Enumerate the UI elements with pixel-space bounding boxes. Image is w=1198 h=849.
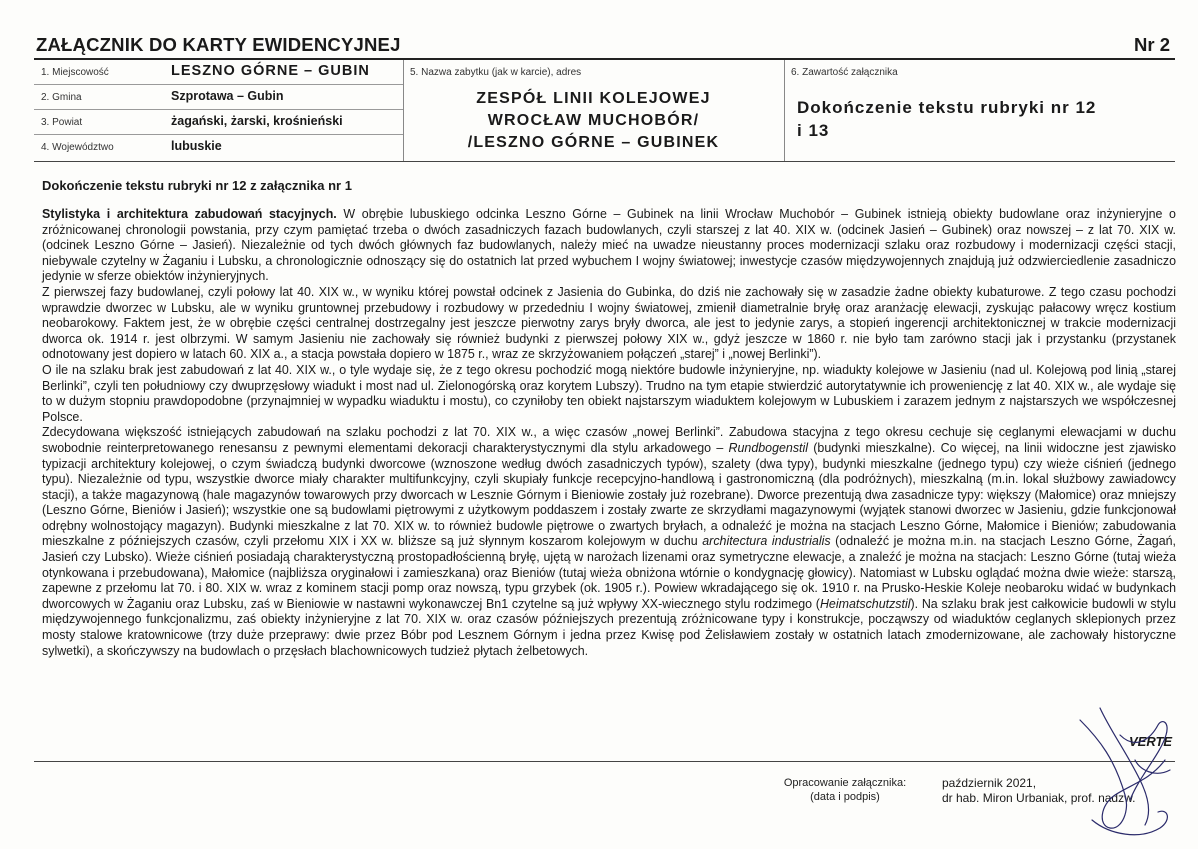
- paragraph-text: (budynki mieszkalne). Co więcej, na linii widoczne jest zjawisko typizacji architektury kolejowej, o czym świadczą budynki dworcowe (wznoszone według dwóch zasadniczych typów), szalety (dwa typy), budynki mieszkalne (jednego typu) czy wieże ciśnień (jednego typu). Niezależnie od typu, wszystkie dworce miały charakter multifunkcyjny, czyli skupiały funkcje recepcyjno-handlową i gastronomiczną (dla podróżnych), mieszkalną (m.in. lokal służbowy zawiadowcy stacji), a także magazynową (hale magazynów towarowych przy dworcach w Lesznie Górnym i Bieniowie zostały już rozebrane). Dworce prezentują dwa zasadnicze typy: większy (Małomice) oraz mniejszy (Leszno Górne, Bieniów i Jasień); wszystkie one są budowlami piętrowymi z użytkowym poddaszem i zostały zwarte ze skrzydłami magazynowymi (wyjątek stanowi dworzec w Jasieniu, gdzie funkcjonował odrębny wolnostojący magazyn). Budynki mieszkalne z lat 70. XIX w. to również budowle piętrowe o zwartych bryłach, a odnaleźć je można na stacjach Leszno Górne, Małomice i Bieniów; zabudowania mieszkalne z późniejszych czasów, czyli przełomu XIX i XX w. bliższe są już słynnym koszarom kolejowym w duchu: [42, 440, 1176, 549]
- signature-image: [1040, 700, 1190, 849]
- paragraph: Z pierwszej fazy budowlanej, czyli połowy lat 40. XIX w., w wyniku której powstał odcinek z Jasienia do Gubinka, do dziś nie zachowały się w zasadzie żadne obiekty kubaturowe. Z tego czasu pochodzi wprawdzie dworzec w Lubsku, ale w wyniku gruntownej przebudowy i rozbudowy w przededniu I wojny światowej, zmienił diametralnie bryłę oraz aranżację elewacji, zyskując pałacowy wręcz kostium neobarokowy. Faktem jest, że w obrębie części centralnej dostrzegalny jest jeszcze pierwotny zarys bryły dworca, ale jest to jedynie zarys, a stopień ingerencji architektonicznej w trakcie modernizacji dworca ok. 1914 r. jest olbrzymi. W samym Jasieniu nie zachowały się również budynki z pierwszej połowy XIX w., gdyż jeszcze w 1860 r. nie było tam zarówno stacji jak i przystanku (przystanek odnotowany jest dopiero w latach 60. XIX a., a stacja powstała dopiero w 1875 r., wraz ze skrzyżowaniem połączeń „starej” i „nowej Berlinki”).: [42, 284, 1176, 362]
- field-value: LESZNO GÓRNE – GUBIN: [171, 63, 370, 79]
- monument-field: [403, 60, 785, 161]
- field-label: 1. Miejscowość: [41, 67, 109, 78]
- field-value: lubuskie: [171, 139, 222, 153]
- paragraph-italic: Heimatschutzstil: [819, 596, 911, 611]
- paragraph-text: ). Na szlaku brak jest całkowicie budowli w stylu międzywojennego funkcjonalizmu, zaś obiekty inżynieryjne z lat 70. XIX w. oraz czasów późniejszych prezentują zróżnicowane typy i konstrukcje, począwszy od wiaduktów ceglanych sklepionych przez mosty stalowe kratownicowe (trzy duże przeprawy: dwie przez Bóbr pod Lesznem Górnym i jedna przez Kwisę pod Żelisławiem zostały w ostatnich latach zmodernizowane, ale zachowały historyczne sylwetki), a skończywszy na budowlach o przęsłach blachownicowych tudzież płytach żelbetowych.: [42, 596, 1177, 658]
- monument-name-line: WROCŁAW MUCHOBÓR/: [487, 112, 700, 129]
- field-label: 6. Zawartość załącznika: [791, 67, 898, 78]
- paragraph-lead: Stylistyka i architektura zabudowań stacyjnych.: [42, 207, 337, 221]
- monument-name-line: /LESZNO GÓRNE – GUBINEK: [467, 134, 720, 151]
- contents-value: [797, 96, 1167, 142]
- paragraph: [42, 207, 1176, 285]
- record-card-form: [34, 58, 1175, 162]
- field-label: 3. Powiat: [41, 117, 83, 128]
- field-locality: [34, 60, 403, 85]
- paragraph-italic: architectura industrialis: [702, 534, 831, 549]
- section-title: Dokończenie tekstu rubryki nr 12 z załącznika nr 1: [42, 178, 352, 193]
- contents-field: [784, 60, 1175, 161]
- field-label: 5. Nazwa zabytku (jak w karcie), adres: [410, 67, 582, 78]
- prepared-author: dr hab. Miron Urbaniak, prof. nadzw.: [942, 791, 1136, 805]
- paragraph: [42, 425, 1176, 659]
- field-value: żagański, żarski, krośnieński: [171, 114, 343, 128]
- field-voivodeship: [34, 135, 403, 159]
- location-fields: [34, 60, 404, 161]
- field-label: 2. Gmina: [41, 92, 82, 103]
- divider: [34, 761, 1175, 762]
- prepared-label-line: Opracowanie załącznika:: [783, 777, 907, 789]
- body-text: [42, 207, 1176, 659]
- paragraph-italic: Rundbogenstil: [728, 440, 809, 455]
- contents-line: Dokończenie tekstu rubryki nr 12: [797, 98, 1097, 117]
- verte-label: VERTE: [1129, 734, 1173, 749]
- paragraph-text: Zdecydowana większość istniejących zabudowań na szlaku pochodzi z lat 70. XIX w., a więc czasów „nowej Berlinki”. Zabudowa stacyjna z tego okresu cechuje się ceglanymi elewacjami w duchu swobodnie reinterpretowanego renesansu z pewnymi elementami dekoracji charakterystycznymi dla stylu arkadowego –: [42, 425, 1176, 455]
- field-value: Szprotawa – Gubin: [171, 89, 284, 103]
- paragraph: O ile na szlaku brak jest zabudowań z lat 40. XIX w., o tyle wydaje się, że z tego okresu pochodzić mogą niektóre budowle inżynieryjne, np. wiadukty kolejowe w Jasieniu (nad ul. Kolejową pod linią „starej Berlinki”, czyli ten południowy czy dwuprzęsłowy wiadukt i most nad ul. Zielonogórską oraz korytem Lubszy). Trudno na tym etapie stwierdzić autorytatywnie ich proweniencję z lat 40. XIX w., ale wydaje się to w dużym stopniu prawdopodobne (przynajmniej w wypadku wiaduktu i mostu), co czyniłoby ten obiekt najstarszym wiaduktem kolejowym w Lubuskiem i zarazem jednym z najstarszych we współczesnej Polsce.: [42, 362, 1176, 424]
- contents-line: i 13: [797, 121, 830, 140]
- field-district: [34, 110, 403, 135]
- prepared-sub-line: (data i podpis): [810, 791, 880, 803]
- monument-name-line: ZESPÓŁ LINII KOLEJOWEJ: [476, 90, 711, 107]
- field-commune: [34, 85, 403, 110]
- monument-name: [403, 88, 784, 154]
- attachment-number: Nr 2: [1134, 34, 1170, 55]
- field-label: 4. Województwo: [41, 142, 114, 153]
- prepared-by-label: [780, 776, 910, 804]
- prepared-date: październik 2021,: [942, 776, 1037, 790]
- header-title: ZAŁĄCZNIK DO KARTY EWIDENCYJNEJ: [36, 34, 401, 55]
- paragraph-text: (odnaleźć je można m.in. na stacjach Leszno Górne, Żagań, Jasień czy Lubsko). Wieże ciśnień posiadają charakterystyczną prostopadłościenną bryłę, ujętą w narożach lizenami oraz symetryczne elewacje, a znaleźć je można na stacjach: Leszno Górne (tutaj wieża otynkowana i przebudowana), Małomice (najbliższa oryginałowi i zamieszkana) oraz Bieniów (tutaj wieża obniżona wtórnie o kondygnację głowicy). Natomiast w Lubsku oglądać można dwie wieże: starszą, zapewne z przełomu lat 70. i 80. XIX w. wraz z kominem stacji pomp oraz nowszą, typu grzybek (ok. 1905 r.). Powiew wkradającego się ok. 1910 r. na Prusko-Heskie Koleje neobaroku widać w budynkach dworcowych w Żaganiu oraz Lubsku, zaś w Bieniowie w nastawni wykonawczej Bn1 czytelne są już wpływy XX-wiecznego stylu rodzimego (: [42, 534, 1176, 611]
- paragraph-text: W obrębie lubuskiego odcinka Leszno Górne – Gubinek na linii Wrocław Muchobór – Gubinek istnieją obiekty budowlane oraz inżynieryjne o zróżnicowanej chronologii powstania, przy czym pamiętać trzeba o dwóch zasadniczych fazach budowlanych, czyli starszej z lat 40. XIX w. (odcinek Jasień – Gubinek) oraz nowszej – z lat 70. XIX w. (odcinek Leszno Górne – Jasień). Niezależnie od tych dwóch głównych faz budowlanych, należy mieć na uwadze nieustanny proces modernizacji szlaku oraz rozbudowy i modernizacji części stacji, niebywale czytelny w Żaganiu i Lubsku, a chronologicznie odnoszący się do ostatnich lat przed wybuchem I wojny światowej; inwestycje czasów międzywojennych znajdują już odzwierciedlenie zasadniczo jedynie w sferze obiektów inżynieryjnych.: [42, 207, 1176, 284]
